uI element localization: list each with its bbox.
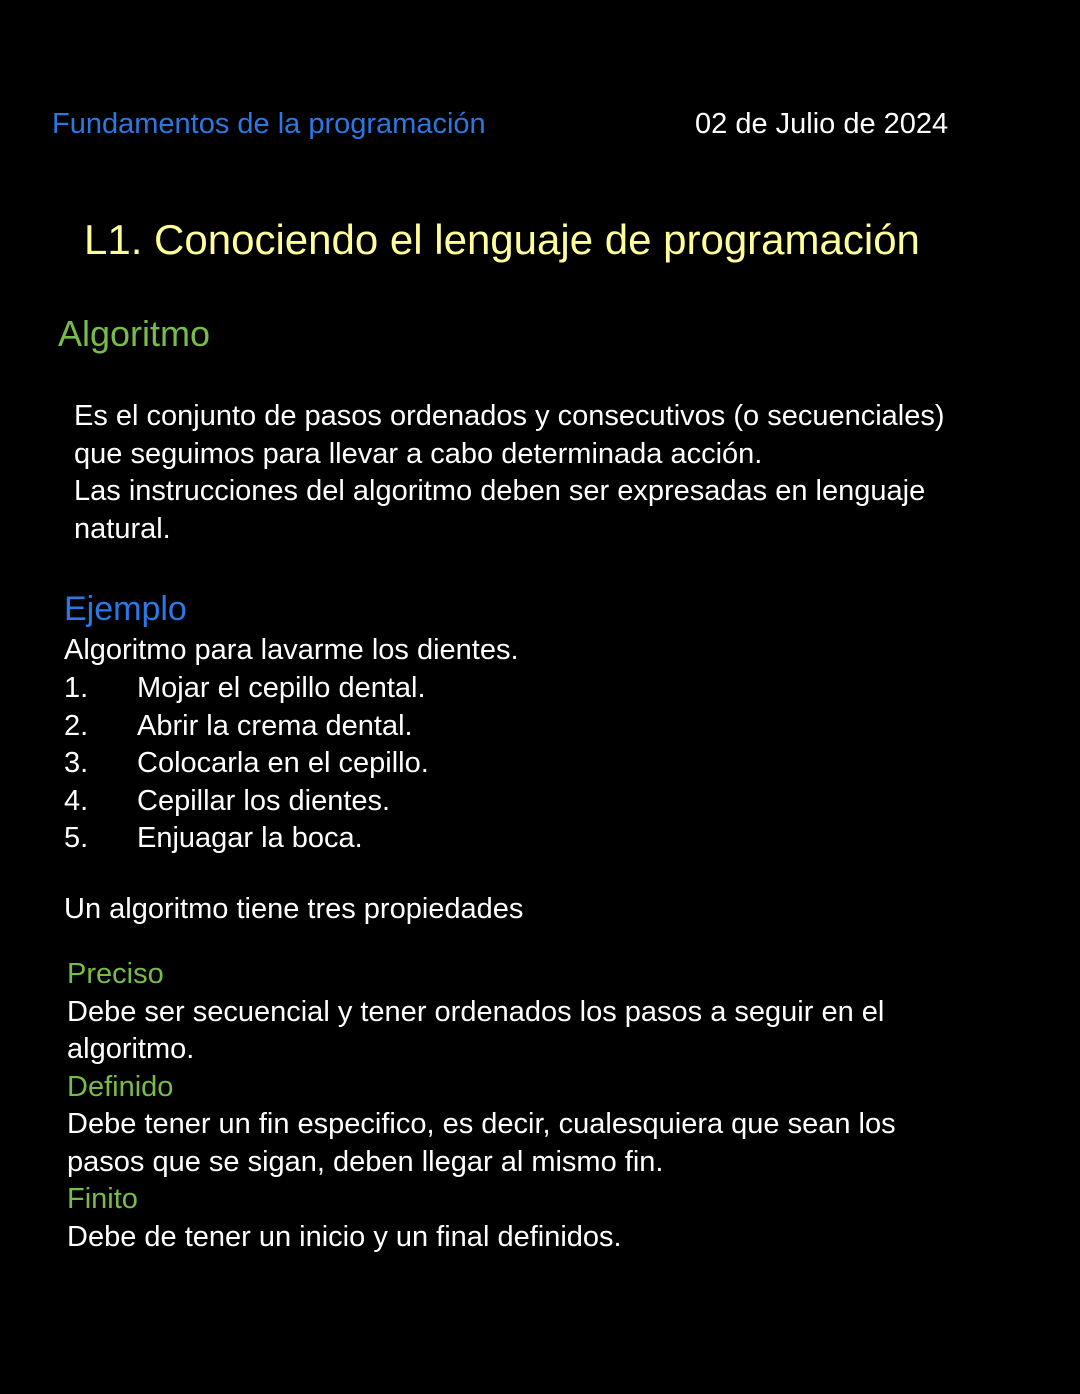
step-text: Cepillar los dientes. xyxy=(137,784,391,817)
lesson-date: 02 de Julio de 2024 xyxy=(695,108,949,140)
step-text: Colocarla en el cepillo. xyxy=(137,747,429,779)
step-text: Enjuagar la boca. xyxy=(137,822,363,854)
list-item xyxy=(64,745,429,783)
course-name: Fundamentos de la programación xyxy=(52,108,486,140)
property-description: pasos que se sigan, deben llegar al mismo fin. xyxy=(67,1145,664,1178)
step-text: Mojar el cepillo dental. xyxy=(137,672,426,704)
properties-intro: Un algoritmo tiene tres propiedades xyxy=(64,893,524,925)
step-number: 3. xyxy=(64,747,89,779)
example-steps-list xyxy=(64,670,429,858)
definition-line: Las instrucciones del algoritmo deben ser expresadas en lenguaje xyxy=(74,475,926,507)
property-description: Debe de tener un inicio y un final definidos. xyxy=(67,1220,622,1253)
definition-line: que seguimos para llevar a cabo determinada acción. xyxy=(74,437,763,470)
definition-line: Es el conjunto de pasos ordenados y consecutivos (o secuenciales) xyxy=(74,400,945,432)
example-heading: Ejemplo xyxy=(64,590,187,628)
step-text: Abrir la crema dental. xyxy=(137,709,413,742)
step-number: 2. xyxy=(64,709,89,742)
properties-list xyxy=(67,956,896,1256)
property-description: Debe tener un fin especifico, es decir, cualesquiera que sean los xyxy=(67,1108,896,1140)
property-description: Debe ser secuencial y tener ordenados los pasos a seguir en el xyxy=(67,995,885,1028)
section-heading-algoritmo: Algoritmo xyxy=(58,313,211,354)
step-number: 5. xyxy=(64,822,89,854)
page-title: L1. Conociendo el lenguaje de programación xyxy=(84,216,920,263)
list-item xyxy=(64,708,429,746)
property-name-finito: Finito xyxy=(67,1183,138,1215)
step-number: 4. xyxy=(64,784,89,817)
definition-line: natural. xyxy=(74,512,171,545)
property-name-preciso: Preciso xyxy=(67,958,164,990)
property-name-definido: Definido xyxy=(67,1070,174,1103)
list-item xyxy=(64,783,429,821)
example-intro: Algoritmo para lavarme los dientes. xyxy=(64,634,519,666)
list-item xyxy=(64,820,429,858)
step-number: 1. xyxy=(64,672,89,704)
definition-paragraph xyxy=(74,398,945,548)
list-item xyxy=(64,670,429,708)
property-description: algoritmo. xyxy=(67,1033,195,1065)
